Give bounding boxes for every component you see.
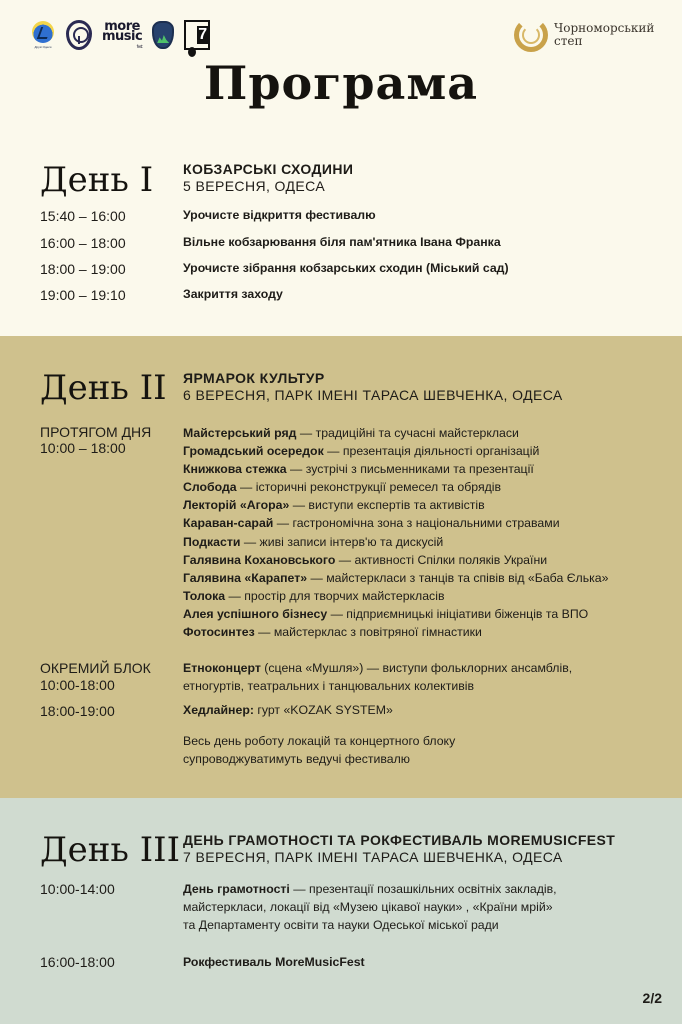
location-item <box>183 514 608 532</box>
location-name: Книжкова стежка <box>183 462 287 477</box>
note-line: Весь день роботу локацій та концертного блоку <box>183 734 456 748</box>
day-2-header <box>183 370 563 404</box>
partner-logo-shield <box>152 21 174 49</box>
day-1-header <box>183 161 353 195</box>
day-1-event: Урочисте відкриття фестивалю <box>183 208 376 222</box>
day-3-header <box>183 832 615 866</box>
event-desc-cont: та Департаменту освіти та науки Одеської міської ради <box>183 918 499 932</box>
partner-logos <box>30 18 210 52</box>
day-3-event-time: 16:00-18:00 <box>40 954 115 970</box>
location-desc: — активності Спілки поляків України <box>335 552 548 567</box>
location-desc: — зустрічі з письменниками та презентації <box>286 462 534 477</box>
event-desc-cont: майстеркласи, локації від «Музею цікавої науки» , «Країни мрій» <box>183 900 553 914</box>
day-1-event-time: 19:00 – 19:10 <box>40 287 126 303</box>
headliner-text: гурт «KOZAK SYSTEM» <box>253 703 393 717</box>
day-2-subheading: 6 ВЕРЕСНЯ, ПАРК ІМЕНІ ТАРАСА ШЕВЧЕНКА, ОДЕСА <box>183 387 563 403</box>
day-2-block-2-time: 10:00-18:00 <box>40 677 115 693</box>
location-item <box>183 623 608 641</box>
location-item <box>183 605 608 623</box>
day-3-heading: ДЕНЬ ГРАМОТНОСТІ ТА РОКФЕСТИВАЛЬ MOREMUSICFEST <box>183 832 616 848</box>
location-name: Алея успішного бізнесу <box>183 606 328 621</box>
day-3-event-rockfest: Рокфестиваль MoreMusicFest <box>183 955 365 969</box>
day-3-title: День ІІІ <box>40 830 181 870</box>
location-item <box>183 442 608 460</box>
brand-line-2: степ <box>554 34 583 48</box>
day-3-event-time: 10:00-14:00 <box>40 881 115 897</box>
concert-name: Етноконцерт <box>183 661 261 675</box>
location-desc: — презентація діяльності організацій <box>323 444 540 459</box>
channel-7-text: 7 <box>198 26 208 43</box>
day-1-event-time: 15:40 – 16:00 <box>40 208 126 224</box>
page-number: 2/2 <box>642 990 662 1006</box>
day-2-note <box>183 732 455 768</box>
crescent-necklace-icon <box>514 18 548 52</box>
location-name: Галявина «Карапет» <box>183 570 308 585</box>
partner-logo-tree <box>66 20 92 50</box>
location-name: Галявина Кохановського <box>183 552 336 567</box>
location-desc: — майстерклас з повітряної гімнастики <box>254 625 482 640</box>
location-desc: — історичні реконструкції ремесел та обрядів <box>236 480 502 495</box>
location-desc: — простір для творчих майстеркласів <box>225 588 445 603</box>
day-1-event: Урочисте зібрання кобзарських сходин (Міський сад) <box>183 261 509 275</box>
concert-desc-cont: етногуртів, театральних і танцювальних колективів <box>183 679 474 693</box>
partner-logo-more-music <box>102 18 143 50</box>
location-item <box>183 496 608 514</box>
location-item <box>183 587 608 605</box>
partner-logo-kobza-7 <box>184 20 210 50</box>
day-1-title: День І <box>40 160 154 200</box>
location-desc: — традиційні та сучасні майстеркласи <box>296 426 519 440</box>
brand-name <box>554 22 654 48</box>
partner-logo-swallow <box>30 18 56 52</box>
more-music-sub: fest <box>136 44 143 50</box>
location-name: Фотосинтез <box>183 625 255 640</box>
location-desc: — виступи експертів та активістів <box>289 498 485 513</box>
concert-desc: (сцена «Мушля») — виступи фольклорних ансамблів, <box>260 661 573 675</box>
location-item <box>183 424 608 442</box>
location-item <box>183 551 608 569</box>
headliner-label: Хедлайнер: <box>183 703 254 717</box>
partner-logo-caption: Друзі Одеси <box>34 45 52 49</box>
location-item <box>183 478 608 496</box>
event-desc: — презентації позашкільних освітніх закладів, <box>289 882 557 896</box>
location-name: Громадський осередок <box>183 444 324 459</box>
location-desc: — підприємницькі ініціативи біженців та ВПО <box>327 606 589 621</box>
location-desc: — гастрономічна зона з національними стравами <box>273 516 560 531</box>
location-item <box>183 460 608 478</box>
day-3-subheading: 7 ВЕРЕСНЯ, ПАРК ІМЕНІ ТАРАСА ШЕВЧЕНКА, ОДЕСА <box>183 849 563 865</box>
swallow-icon <box>32 21 54 43</box>
location-item <box>183 569 608 587</box>
day-2-title: День ІІ <box>40 368 167 408</box>
day-1-event: Вільне кобзарювання біля пам'ятника Івана Франка <box>183 235 501 249</box>
location-name: Лекторій «Агора» <box>183 498 290 513</box>
day-2-block-1-time: 10:00 – 18:00 <box>40 440 126 456</box>
day-2-heading: ЯРМАРОК КУЛЬТУР <box>183 370 325 386</box>
location-name: Толока <box>183 588 226 603</box>
location-desc: — живі записи інтерв'ю та дискусій <box>240 534 444 549</box>
page-title: Програма <box>203 56 479 110</box>
brand-logo <box>514 18 654 52</box>
day-1-event: Закриття заходу <box>183 287 283 301</box>
day-1-subheading: 5 ВЕРЕСНЯ, ОДЕСА <box>183 178 326 194</box>
event-name: День грамотності <box>183 882 290 896</box>
day-1-heading: КОБЗАРСЬКІ СХОДИНИ <box>183 161 354 177</box>
location-desc: — майстеркласи з танців та співів від «Баба Єлька» <box>307 570 609 585</box>
location-name: Слобода <box>183 480 237 495</box>
note-line: супроводжуватимуть ведучі фестивалю <box>183 752 411 766</box>
day-3-event-literacy <box>183 880 557 934</box>
location-name: Подкасти <box>183 534 241 549</box>
day-2-headliner-time: 18:00-19:00 <box>40 703 115 719</box>
day-2-headliner <box>183 701 393 719</box>
more-music-line-1: more <box>104 18 140 34</box>
day-2-block-1-label: ПРОТЯГОМ ДНЯ <box>40 424 152 440</box>
location-name: Караван-сарай <box>183 516 274 531</box>
day-1-event-time: 18:00 – 19:00 <box>40 261 126 277</box>
day-2-block-2-label: ОКРЕМИЙ БЛОК <box>40 660 151 676</box>
day-2-locations-list <box>183 424 608 641</box>
more-music-line-2: music <box>102 29 143 45</box>
location-item <box>183 533 608 551</box>
brand-line-1: Чорноморський <box>554 20 655 35</box>
location-name: Майстерський ряд <box>183 426 297 440</box>
day-1-event-time: 16:00 – 18:00 <box>40 235 126 251</box>
day-2-concert <box>183 659 572 695</box>
